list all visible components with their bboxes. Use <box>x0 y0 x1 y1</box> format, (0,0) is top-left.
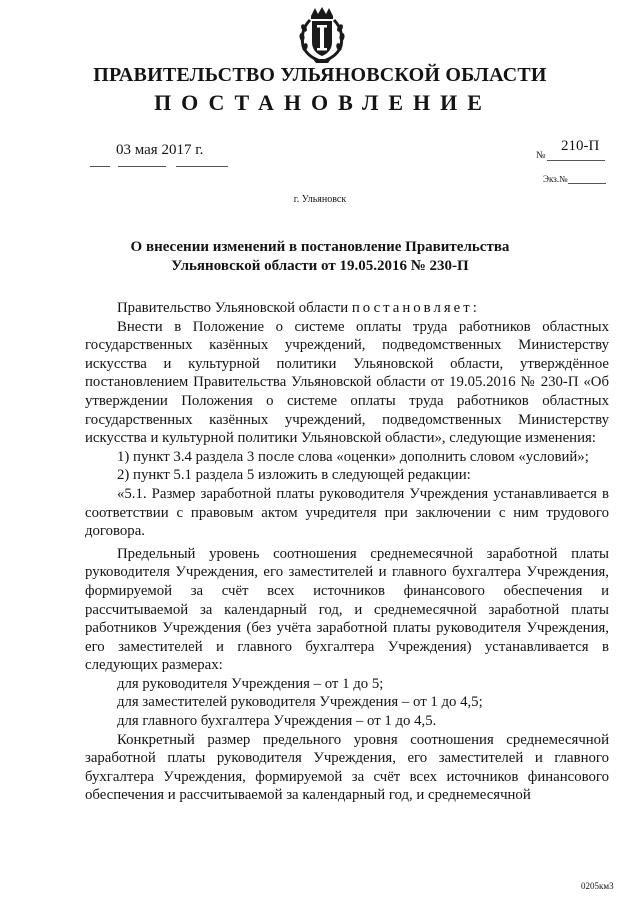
paragraph-8: для главного бухгалтера Учреждения – от 1 до 4,5. <box>117 713 437 730</box>
coat-of-arms-icon <box>297 6 347 64</box>
document-title <box>0 238 640 276</box>
document-body <box>85 299 609 805</box>
copy-number-label: Экз.№ <box>543 174 568 184</box>
government-name: ПРАВИТЕЛЬСТВО УЛЬЯНОВСКОЙ ОБЛАСТИ <box>93 64 547 86</box>
document-number: 210-П <box>561 138 600 154</box>
paragraph-4: «5.1. Размер заработной платы руководителя Учреждения устанавливается в соответствии с правовым актом учредителя при заключении с ним трудового договора. <box>85 485 609 540</box>
paragraph-5: Предельный уровень соотношения среднемесячной заработной платы руководителя Учреждения, его заместителей и главного бухгалтера Учреждения, формируемой за счёт всех источников финансового обеспечения и рассчитываемой за календарный год, и среднемесячной заработной платы работников Учреждения (без учёта заработной платы руководителя Учреждения, его заместителей и главного бухгалтера Учреждения) устанавливается в следующих размерах: <box>85 545 609 674</box>
date-underline <box>90 166 230 168</box>
paragraph-3: 2) пункт 5.1 раздела 5 изложить в следующей редакции: <box>117 467 471 484</box>
number-underline <box>547 160 605 161</box>
document-date: 03 мая 2017 г. <box>116 142 204 158</box>
document-title-line-1: О внесении изменений в постановление Правительства <box>130 239 510 255</box>
intro-prefix: Правительство Ульяновской области <box>117 300 349 316</box>
paragraph-6: для руководителя Учреждения – от 1 до 5; <box>117 675 384 692</box>
intro-paragraph <box>85 299 609 318</box>
paragraph-9: Конкретный размер предельного уровня соотношения среднемесячной заработной платы руководителя Учреждения, его заместителей и главного бухгалтера Учреждения, формируемой за счёт всех источников финансового обеспечения и рассчитываемой за календарный год, и среднемесячной <box>85 731 609 804</box>
copy-number-underline <box>568 183 606 184</box>
document-type: ПОСТАНОВЛЕНИЕ <box>154 90 492 115</box>
paragraph-7: для заместителей руководителя Учреждения – от 1 до 4,5; <box>117 694 483 711</box>
intro-resolves: постановляет: <box>351 300 480 316</box>
paragraph-2: 1) пункт 3.4 раздела 3 после слова «оценки» дополнить словом «условий»; <box>117 448 589 465</box>
paragraph-1: Внести в Положение о системе оплаты труда работников областных государственных казённых учреждений, подведомственных Министерству искусства и культурной политики Ульяновской области, утверждённое постановлением Правительства Ульяновской области от 19.05.2016 № 230-П «Об утверждении Положения о системе оплаты труда работников областных государственных казённых учреждений, подведомственных Министерству искусства и культурной политики Ульяновской области», следующие изменения: <box>85 318 609 447</box>
number-sign: № <box>536 150 546 161</box>
document-title-line-2: Ульяновской области от 19.05.2016 № 230-П <box>171 258 469 274</box>
page-code: 0205км3 <box>581 881 614 891</box>
city: г. Ульяновск <box>293 194 347 205</box>
